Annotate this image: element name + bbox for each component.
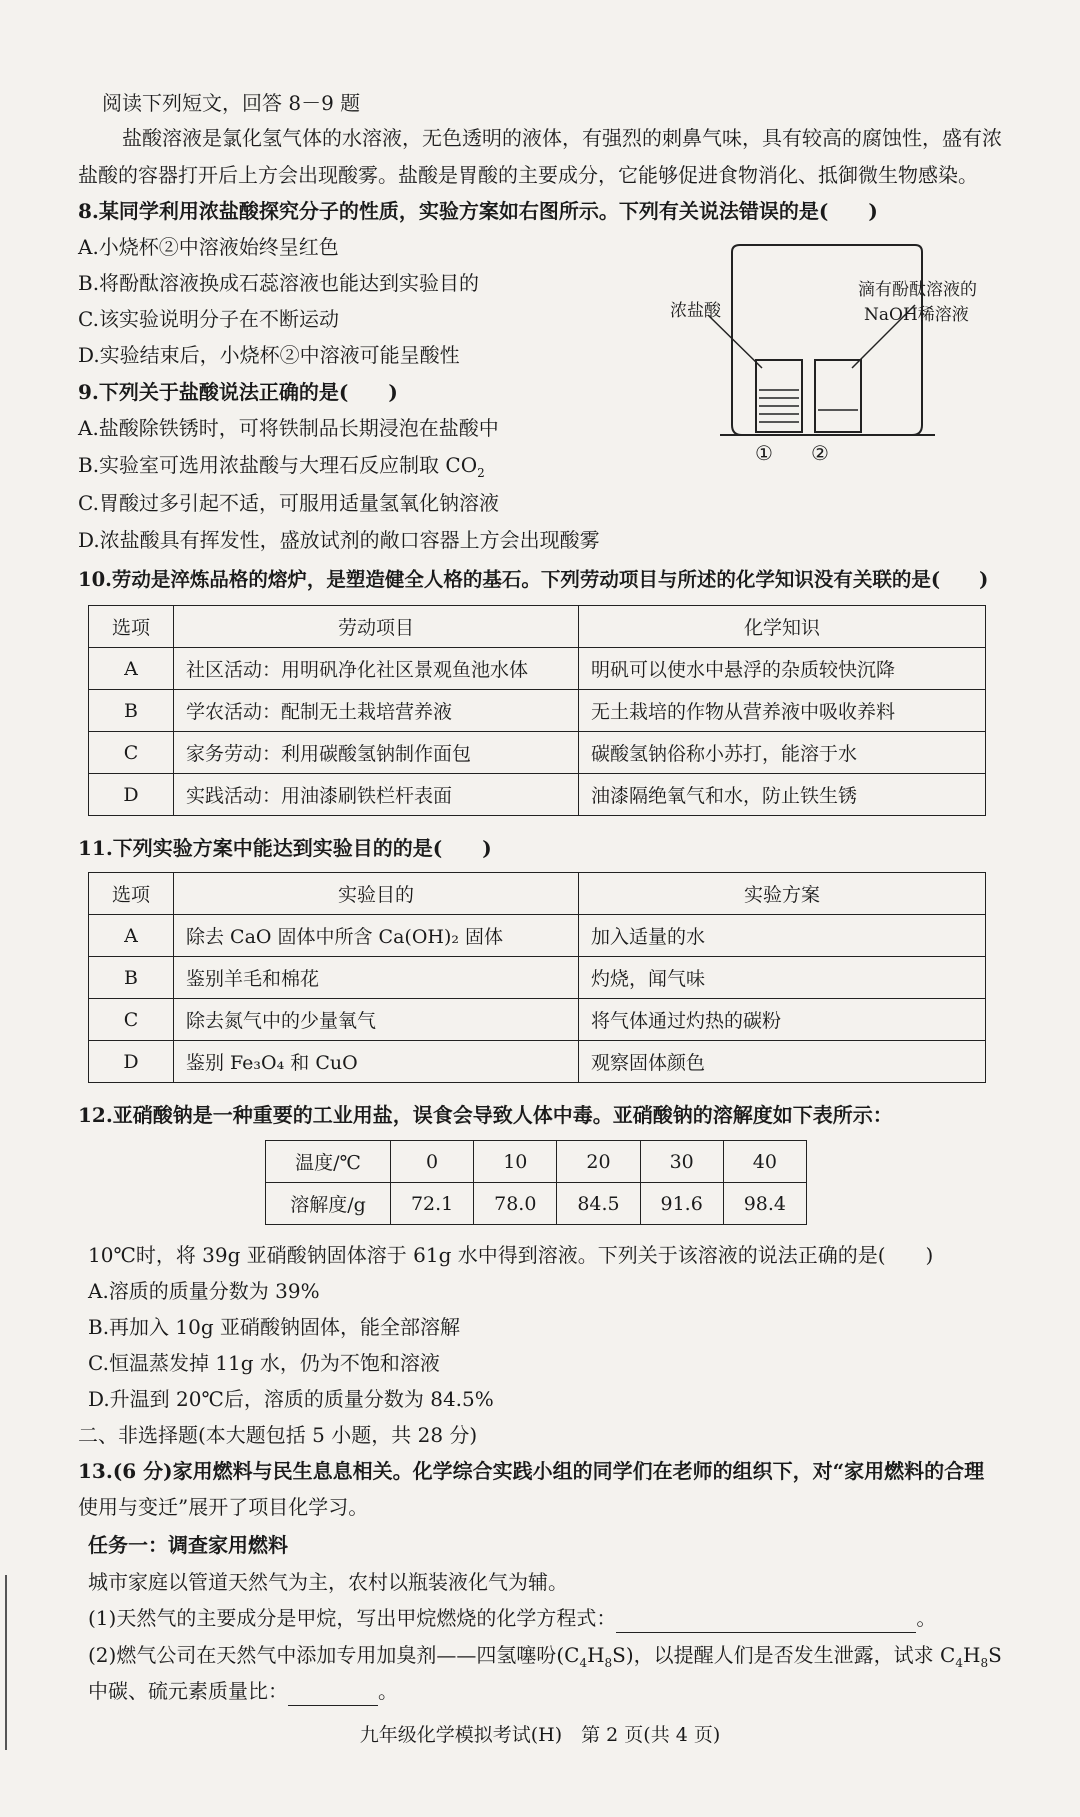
figure-cup-2-label: ② <box>811 441 829 465</box>
q9-option-b: B.实验室可选用浓盐酸与大理石反应制取 $CO_2$ <box>78 453 485 480</box>
beaker-2 <box>815 360 861 432</box>
table-cell: 无土栽培的作物从营养液中吸收养料 <box>579 690 986 732</box>
table-cell: 10 <box>474 1141 557 1183</box>
q12-option-d: D.升温到 20℃后，溶质的质量分数为 84.5% <box>88 1387 494 1411</box>
table-cell: 将气体通过灼热的碳粉 <box>579 999 986 1041</box>
q12-option-a: A.溶质的质量分数为 39% <box>88 1279 320 1303</box>
table-row <box>89 1041 986 1083</box>
q13-stem-line-1: 13.(6 分)家用燃料与民生息息相关。化学综合实践小组的同学们在老师的组织下，对“家用燃料的合理 <box>78 1459 985 1483</box>
q8-option-d: D.实验结束后，小烧杯②中溶液可能呈酸性 <box>78 343 460 367</box>
table-cell: 明矾可以使水中悬浮的杂质较快沉降 <box>579 648 986 690</box>
q8-option-c: C.该实验说明分子在不断运动 <box>78 307 339 331</box>
table-cell: 78.0 <box>474 1183 557 1225</box>
table-cell: 30 <box>640 1141 723 1183</box>
table-header-row <box>89 606 986 648</box>
figure-label-acid: 浓盐酸 <box>670 301 721 321</box>
table-header-cell: 实验方案 <box>579 873 986 915</box>
table-cell: 鉴别羊毛和棉花 <box>174 957 579 999</box>
q13-part-1: (1)天然气的主要成分是甲烷，写出甲烷燃烧的化学方程式： 。 <box>88 1603 936 1633</box>
q10-stem: 10.劳动是淬炼品格的熔炉，是塑造健全人格的基石。下列劳动项目与所述的化学知识没有关联的是( ) <box>78 568 989 591</box>
q11-table <box>88 872 986 1083</box>
table-cell: 除去氮气中的少量氧气 <box>174 999 579 1041</box>
figure-label-right-2: NaOH稀溶液 <box>864 305 969 325</box>
table-cell: 实践活动：用油漆刷铁栏杆表面 <box>174 774 579 816</box>
table-cell: 0 <box>391 1141 474 1183</box>
table-cell: 72.1 <box>391 1183 474 1225</box>
q12-option-b: B.再加入 10g 亚硝酸钠固体，能全部溶解 <box>88 1315 461 1339</box>
table-cell: D <box>89 1041 174 1083</box>
table-cell: 20 <box>557 1141 640 1183</box>
table-cell: 98.4 <box>723 1183 806 1225</box>
table-cell: 除去 CaO 固体中所含 Ca(OH)₂ 固体 <box>174 915 579 957</box>
figure-cup-1-label: ① <box>755 441 773 465</box>
table-cell: 鉴别 Fe₃O₄ 和 CuO <box>174 1041 579 1083</box>
table-cell: 油漆隔绝氧气和水，防止铁生锈 <box>579 774 986 816</box>
table-row <box>89 648 986 690</box>
table-cell: 社区活动：用明矾净化社区景观鱼池水体 <box>174 648 579 690</box>
table-cell: B <box>89 690 174 732</box>
table-row <box>89 915 986 957</box>
table-cell: 学农活动：配制无土栽培营养液 <box>174 690 579 732</box>
answer-blank-1[interactable] <box>616 1610 916 1633</box>
table-cell: 家务劳动：利用碳酸氢钠制作面包 <box>174 732 579 774</box>
table-cell: 灼烧，闻气味 <box>579 957 986 999</box>
table-row <box>89 774 986 816</box>
table-header-cell: 选项 <box>89 873 174 915</box>
table-cell: A <box>89 648 174 690</box>
q10-table <box>88 605 986 816</box>
q9-option-d: D.浓盐酸具有挥发性，盛放试剂的敞口容器上方会出现酸雾 <box>78 528 600 552</box>
table-row <box>266 1141 807 1183</box>
table-cell: 84.5 <box>557 1183 640 1225</box>
q12-question: 10℃时，将 39g 亚硝酸钠固体溶于 61g 水中得到溶液。下列关于该溶液的说法正确的是( ) <box>88 1243 934 1267</box>
table-cell: 40 <box>723 1141 806 1183</box>
table-cell: D <box>89 774 174 816</box>
q12-solubility-table <box>265 1140 807 1225</box>
reading-passage: 盐酸溶液是氯化氢气体的水溶液，无色透明的液体，有强烈的刺鼻气味，具有较高的腐蚀性，盛有浓盐酸的容器打开后上方会出现酸雾。盐酸是胃酸的主要成分，它能够促进食物消化、抵御微生物感染。 <box>78 126 1002 187</box>
q9-option-c: C.胃酸过多引起不适，可服用适量氢氧化钠溶液 <box>78 491 499 515</box>
table-cell: 碳酸氢钠俗称小苏打，能溶于水 <box>579 732 986 774</box>
q8-option-a: A.小烧杯②中溶液始终呈红色 <box>78 235 339 259</box>
table-cell: 温度/℃ <box>266 1141 391 1183</box>
table-header-cell: 选项 <box>89 606 174 648</box>
q11-stem: 11.下列实验方案中能达到实验目的的是( ) <box>78 836 492 860</box>
q12-stem: 12.亚硝酸钠是一种重要的工业用盐，误食会导致人体中毒。亚硝酸钠的溶解度如下表所示： <box>78 1103 893 1127</box>
table-cell: 观察固体颜色 <box>579 1041 986 1083</box>
figure-label-right-1: 滴有酚酞溶液的 <box>858 280 977 300</box>
q13-context: 城市家庭以管道天然气为主，农村以瓶装液化气为辅。 <box>88 1570 568 1594</box>
table-cell: 91.6 <box>640 1183 723 1225</box>
table-row <box>89 732 986 774</box>
q12-option-c: C.恒温蒸发掉 11g 水，仍为不饱和溶液 <box>88 1351 440 1375</box>
table-row <box>266 1183 807 1225</box>
table-cell: A <box>89 915 174 957</box>
q9-stem: 9.下列关于盐酸说法正确的是( ) <box>78 380 398 404</box>
reading-heading: 阅读下列短文，回答 8－9 题 <box>102 91 361 115</box>
table-header-cell: 化学知识 <box>579 606 986 648</box>
table-cell: C <box>89 732 174 774</box>
q8-option-b: B.将酚酞溶液换成石蕊溶液也能达到实验目的 <box>78 271 480 295</box>
page-footer: 九年级化学模拟考试(H) 第 2 页(共 4 页) <box>359 1724 721 1746</box>
q13-part-2-line-2: 中碳、硫元素质量比： 。 <box>88 1676 398 1706</box>
q13-task-1-heading: 任务一：调查家用燃料 <box>88 1533 288 1557</box>
answer-blank-2[interactable] <box>288 1683 378 1706</box>
table-row <box>89 690 986 732</box>
table-row <box>89 999 986 1041</box>
section-2-title: 二、非选择题(本大题包括 5 小题，共 28 分) <box>78 1423 478 1447</box>
table-cell: 加入适量的水 <box>579 915 986 957</box>
q13-part-2-line-1: (2)燃气公司在天然气中添加专用加臭剂——四氢噻吩$(C_4H_8S)$，以提醒人们是否发生泄露，试求 $C_4H_8S$ <box>88 1643 1002 1670</box>
table-cell: B <box>89 957 174 999</box>
table-header-row <box>89 873 986 915</box>
table-cell: C <box>89 999 174 1041</box>
q9-option-a: A.盐酸除铁锈时，可将铁制品长期浸泡在盐酸中 <box>78 416 499 440</box>
table-header-cell: 劳动项目 <box>174 606 579 648</box>
table-cell: 溶解度/g <box>266 1183 391 1225</box>
beaker-1 <box>756 360 802 432</box>
q13-stem-line-2: 使用与变迁”展开了项目化学习。 <box>78 1495 369 1519</box>
q8-stem: 8.某同学利用浓盐酸探究分子的性质，实验方案如右图所示。下列有关说法错误的是( ) <box>78 199 878 223</box>
table-row <box>89 957 986 999</box>
table-header-cell: 实验目的 <box>174 873 579 915</box>
